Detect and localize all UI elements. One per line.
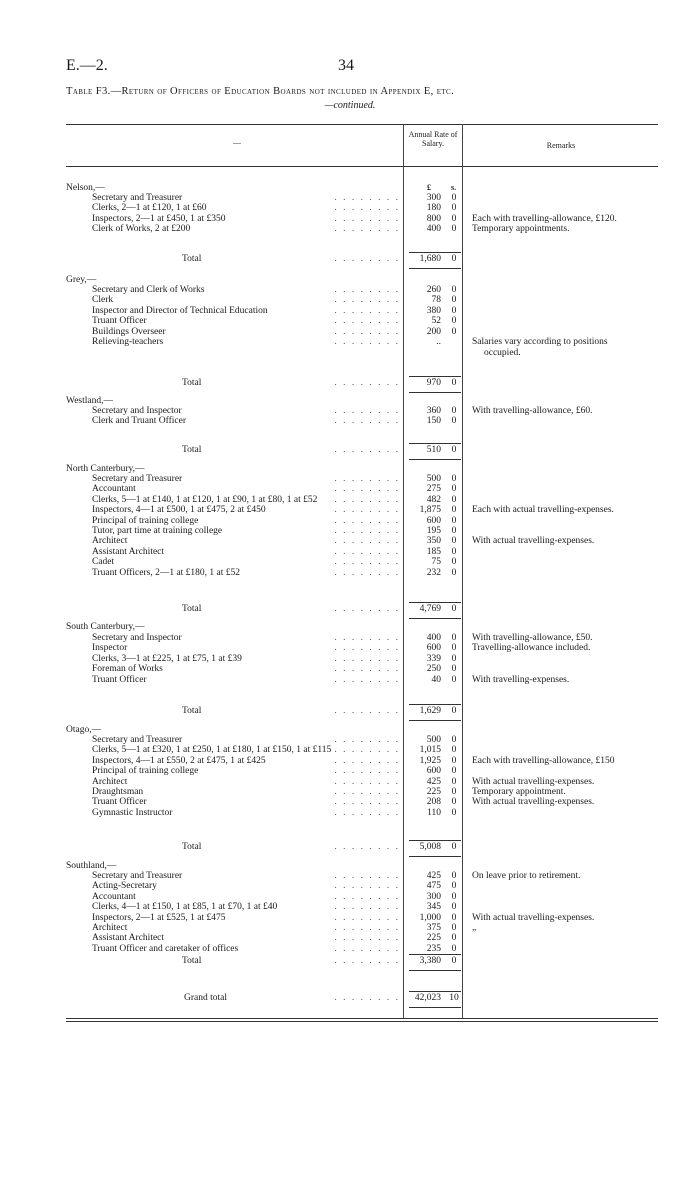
salary-pounds: 600 [426, 766, 441, 777]
row-remark: With travelling-allowance, £50. [472, 633, 593, 643]
shilling-unit: s. [451, 183, 457, 192]
salary-pounds: 1,925 [419, 755, 441, 766]
row-remark: With travelling-allowance, £60. [472, 406, 593, 416]
leader-dots: . . . . . . . . [334, 474, 400, 484]
salary-pounds: 180 [426, 203, 441, 214]
leader-dots: . . . . . . . . [334, 316, 400, 327]
salary-shillings: 0 [451, 515, 457, 526]
salary-shillings: 0 [451, 912, 457, 923]
salary-shillings: 0 [451, 285, 457, 295]
total-label: Total [182, 378, 202, 388]
salary-shillings: 0 [451, 706, 457, 716]
leader-dots: . . . . . . . . [334, 706, 400, 716]
leader-dots: . . . . . . . . [334, 923, 400, 933]
salary-pounds: 185 [426, 546, 441, 557]
total-row [0, 956, 700, 967]
leader-dots: . . . . . . . . [334, 526, 400, 536]
table-row [0, 944, 700, 955]
total-label: Grand total [184, 993, 228, 1003]
leader-dots: . . . . . . . . [334, 776, 400, 787]
table-row [0, 902, 700, 913]
row-label: Tutor, part time at training college [92, 526, 223, 536]
remarks-column-header: Remarks [546, 141, 576, 150]
salary-shillings: 0 [451, 546, 457, 557]
table-row [0, 495, 700, 506]
total-row [0, 378, 700, 389]
row-remark: With travelling-expenses. [472, 674, 570, 685]
leader-dots: . . . . . . . . [334, 557, 400, 568]
salary-shillings: 0 [451, 505, 457, 516]
leader-dots: . . . . . . . . [334, 203, 400, 214]
salary-pounds: 600 [426, 643, 441, 654]
leader-dots: . . . . . . . . [334, 285, 400, 295]
row-label: Truant Officers, 2—1 at £180, 1 at £52 [92, 567, 241, 578]
leader-dots: . . . . . . . . [334, 505, 400, 516]
salary-shillings: 0 [451, 326, 457, 337]
salary-pounds: 300 [426, 193, 441, 203]
leader-dots: . . . . . . . . [334, 842, 400, 852]
leader-dots: . . . . . . . . [334, 536, 400, 547]
row-label: Secretary and Treasurer [92, 735, 183, 745]
table-row [0, 327, 700, 338]
row-label: Accountant [92, 891, 136, 902]
leader-dots: . . . . . . . . [334, 305, 400, 316]
table-row [0, 474, 700, 485]
table-row [0, 745, 700, 756]
total-row [0, 254, 700, 265]
table-row [0, 923, 700, 934]
leader-dots: . . . . . . . . [334, 735, 400, 745]
table-row [0, 913, 700, 924]
salary-pounds: 150 [426, 416, 441, 427]
row-label: Buildings Overseer [92, 326, 166, 337]
salary-pounds: 510 [426, 445, 441, 455]
row-remark: Temporary appointment. [472, 787, 566, 797]
leader-dots: . . . . . . . . [334, 797, 400, 808]
salary-shillings: 0 [451, 406, 457, 416]
leader-dots: . . . . . . . . [334, 891, 400, 902]
salary-pounds: 360 [426, 406, 441, 416]
leader-dots: . . . . . . . . [334, 406, 400, 416]
row-label: Principal of training college [92, 515, 199, 526]
leader-dots: . . . . . . . . [334, 871, 400, 881]
table-row [0, 664, 700, 675]
leader-dots: . . . . . . . . [334, 643, 400, 654]
row-remark: Each with travelling-allowance, £120. [472, 213, 617, 224]
salary-shillings: 0 [451, 526, 457, 536]
table-row [0, 808, 700, 819]
row-label: Inspector and Director of Technical Education [92, 305, 268, 316]
salary-pounds: 425 [426, 871, 441, 881]
salary-pounds: 250 [426, 664, 441, 675]
table-row [0, 285, 700, 296]
salary-pounds: 400 [426, 633, 441, 643]
leader-dots: . . . . . . . . [334, 633, 400, 643]
salary-shillings: 0 [451, 891, 457, 902]
leader-dots: . . . . . . . . [334, 653, 400, 664]
salary-shillings: 0 [451, 604, 457, 614]
row-remark: Travelling-allowance included. [472, 643, 591, 654]
top-rule [66, 124, 658, 125]
salary-shillings: 0 [451, 536, 457, 547]
salary-pounds: 235 [426, 943, 441, 954]
salary-shillings: 0 [451, 484, 457, 495]
leader-dots: . . . . . . . . [334, 881, 400, 892]
salary-shillings: 0 [451, 755, 457, 766]
salary-shillings: 0 [451, 653, 457, 664]
salary-column-header: Annual Rate of Salary. [408, 130, 458, 148]
row-label: Secretary and Treasurer [92, 474, 183, 484]
leader-dots: . . . . . . . . [334, 484, 400, 495]
salary-shillings: 0 [451, 881, 457, 892]
table-row [0, 416, 700, 427]
salary-shillings: 0 [451, 807, 457, 818]
row-label: Cadet [92, 557, 115, 568]
leader-dots: . . . . . . . . [334, 193, 400, 203]
leader-dots: . . . . . . . . [334, 766, 400, 777]
total-row [0, 604, 700, 615]
row-label: Inspectors, 4—1 at £500, 1 at £475, 2 at £450 [92, 505, 266, 516]
total-row [0, 445, 700, 456]
salary-pounds: 375 [426, 923, 441, 933]
total-label: Total [182, 254, 202, 264]
salary-shillings: 0 [451, 842, 457, 852]
leader-dots: . . . . . . . . [334, 567, 400, 578]
leader-dots: . . . . . . . . [334, 807, 400, 818]
row-label: Assistant Architect [92, 933, 165, 944]
table-row [0, 505, 700, 516]
salary-shillings: 0 [451, 923, 457, 933]
salary-pounds: 208 [426, 797, 441, 808]
salary-shillings: 0 [451, 494, 457, 505]
bottom-rule [66, 1018, 658, 1019]
row-remark-continued: occupied. [484, 348, 521, 358]
row-remark: With actual travelling-expenses. [472, 776, 595, 787]
salary-pounds: 800 [426, 213, 441, 224]
row-label: Accountant [92, 484, 136, 495]
leader-dots: . . . . . . . . [334, 326, 400, 337]
salary-shillings: 0 [451, 316, 457, 327]
row-remark: „ [472, 923, 477, 933]
table-row [0, 337, 700, 358]
salary-shillings: 0 [451, 766, 457, 777]
salary-pounds: 5,008 [419, 842, 441, 852]
grand-total-row [0, 993, 700, 1004]
row-remark: With actual travelling-expenses. [472, 912, 595, 923]
salary-pounds: 42,023 [414, 993, 441, 1003]
table-row [0, 797, 700, 808]
board-name: Southland,— [66, 861, 117, 871]
leader-dots: . . . . . . . . [334, 664, 400, 675]
table-subtitle: —continued. [324, 100, 376, 111]
board-name: South Canterbury,— [66, 622, 145, 632]
leader-dots: . . . . . . . . [334, 515, 400, 526]
salary-shillings: 0 [451, 735, 457, 745]
leader-dots: . . . . . . . . [334, 546, 400, 557]
salary-pounds: .. [436, 337, 441, 347]
table-row [0, 881, 700, 892]
row-label: Relieving-teachers [92, 337, 164, 347]
salary-shillings: 0 [451, 787, 457, 797]
leader-dots: . . . . . . . . [334, 674, 400, 685]
leader-dots: . . . . . . . . [334, 213, 400, 224]
salary-pounds: 1,000 [419, 912, 441, 923]
table-row [0, 536, 700, 547]
board-name: Nelson,— [66, 183, 105, 193]
salary-pounds: 970 [426, 378, 441, 388]
total-label: Total [182, 706, 202, 716]
row-label: Architect [92, 776, 128, 787]
salary-shillings: 0 [451, 943, 457, 954]
leader-dots: . . . . . . . . [334, 295, 400, 306]
salary-shillings: 0 [451, 745, 457, 756]
row-label: Truant Officer [92, 797, 147, 808]
table-row [0, 526, 700, 537]
salary-shillings: 0 [451, 797, 457, 808]
leader-dots: . . . . . . . . [334, 755, 400, 766]
row-remark: Each with travelling-allowance, £150 [472, 755, 615, 766]
table-row [0, 633, 700, 644]
table-row [0, 203, 700, 214]
row-label: Clerks, 4—1 at £150, 1 at £85, 1 at £70, 1 at £40 [92, 902, 278, 913]
salary-pounds: 110 [427, 807, 441, 818]
leader-dots: . . . . . . . . [334, 956, 400, 966]
row-remark: On leave prior to retirement. [472, 871, 581, 881]
total-label: Total [182, 445, 202, 455]
table-row [0, 777, 700, 788]
table-row [0, 557, 700, 568]
row-label: Clerk [92, 295, 114, 306]
row-label: Clerks, 2—1 at £120, 1 at £60 [92, 203, 207, 214]
leader-dots: . . . . . . . . [334, 416, 400, 427]
salary-pounds: 500 [426, 474, 441, 484]
row-label: Architect [92, 923, 128, 933]
salary-shillings: 0 [451, 776, 457, 787]
leader-dots: . . . . . . . . [334, 933, 400, 944]
salary-pounds: 1,680 [419, 254, 441, 264]
salary-shillings: 0 [451, 871, 457, 881]
row-label: Secretary and Inspector [92, 633, 182, 643]
leader-dots: . . . . . . . . [334, 902, 400, 913]
row-label: Inspectors, 4—1 at £550, 2 at £475, 1 at £425 [92, 755, 266, 766]
salary-shillings: 0 [451, 193, 457, 203]
table-row [0, 643, 700, 654]
row-remark: Salaries vary according to positions [472, 337, 608, 347]
salary-shillings: 0 [451, 305, 457, 316]
salary-pounds: 40 [431, 674, 441, 685]
row-label: Truant Officer [92, 316, 147, 327]
bottom-rule-2 [66, 1021, 658, 1022]
table-row [0, 735, 700, 746]
salary-shillings: 0 [451, 213, 457, 224]
salary-shillings: 0 [451, 902, 457, 913]
row-label: Clerk and Truant Officer [92, 416, 187, 427]
row-remark: With actual travelling-expenses. [472, 797, 595, 808]
salary-pounds: 260 [426, 285, 441, 295]
leader-dots: . . . . . . . . [334, 745, 400, 756]
total-label: Total [182, 604, 202, 614]
row-label: Clerk of Works, 2 at £200 [92, 224, 191, 235]
salary-pounds: 4,769 [419, 604, 441, 614]
row-remark: With actual travelling-expenses. [472, 536, 595, 547]
row-label: Secretary and Treasurer [92, 193, 183, 203]
salary-pounds: 200 [426, 326, 441, 337]
row-label: Clerks, 5—1 at £140, 1 at £120, 1 at £90, 1 at £80, 1 at £52 [92, 494, 318, 505]
leader-dots: . . . . . . . . [334, 378, 400, 388]
table-row [0, 224, 700, 235]
salary-shillings: 0 [451, 474, 457, 484]
salary-pounds: 1,875 [419, 505, 441, 516]
salary-pounds: 300 [426, 891, 441, 902]
salary-shillings: 0 [451, 674, 457, 685]
table-row [0, 766, 700, 777]
salary-pounds: 225 [426, 787, 441, 797]
table-row [0, 516, 700, 527]
total-row [0, 706, 700, 717]
row-label: Clerks, 3—1 at £225, 1 at £75, 1 at £39 [92, 653, 242, 664]
salary-pounds: 380 [426, 305, 441, 316]
total-label: Total [182, 956, 202, 966]
row-label: Truant Officer [92, 674, 147, 685]
board-name: North Canterbury,— [66, 464, 145, 474]
salary-pounds: 345 [426, 902, 441, 913]
row-label: Draughtsman [92, 787, 144, 797]
salary-pounds: 232 [426, 567, 441, 578]
table-row [0, 484, 700, 495]
salary-shillings: 0 [451, 557, 457, 568]
row-label: Clerks, 5—1 at £320, 1 at £250, 1 at £180, 1 at £150, 1 at £115 [92, 745, 332, 756]
leader-dots: . . . . . . . . [334, 494, 400, 505]
row-label: Secretary and Clerk of Works [92, 285, 205, 295]
total-row [0, 842, 700, 853]
salary-pounds: 78 [431, 295, 441, 306]
row-remark: Temporary appointments. [472, 224, 570, 235]
page-number: 34 [338, 57, 354, 74]
row-remark: Each with actual travelling-expenses. [472, 505, 614, 516]
table-row [0, 568, 700, 579]
salary-shillings: 0 [451, 933, 457, 944]
row-label: Gymnastic Instructor [92, 807, 173, 818]
salary-shillings: 0 [451, 664, 457, 675]
leader-dots: . . . . . . . . [334, 943, 400, 954]
salary-pounds: 500 [426, 735, 441, 745]
salary-shillings: 0 [451, 378, 457, 388]
table-row [0, 547, 700, 558]
leader-dots: . . . . . . . . [334, 445, 400, 455]
salary-shillings: 0 [451, 295, 457, 306]
board-name: Westland,— [66, 396, 113, 406]
table-row [0, 892, 700, 903]
salary-pounds: 1,629 [419, 706, 441, 716]
salary-pounds: 52 [431, 316, 441, 327]
leader-dots: . . . . . . . . [334, 604, 400, 614]
salary-shillings: 0 [451, 567, 457, 578]
salary-shillings: 10 [449, 993, 459, 1003]
row-label: Truant Officer and caretaker of offices [92, 943, 239, 954]
salary-shillings: 0 [451, 633, 457, 643]
row-label: Foreman of Works [92, 664, 163, 675]
salary-pounds: 350 [426, 536, 441, 547]
row-label: Acting-Secretary [92, 881, 157, 892]
table-row [0, 871, 700, 882]
leader-dots: . . . . . . . . [334, 912, 400, 923]
row-label: Inspector [92, 643, 128, 654]
salary-pounds: 400 [426, 224, 441, 235]
page-ref: E.—2. [66, 57, 108, 74]
salary-shillings: 0 [451, 445, 457, 455]
row-label: Principal of training college [92, 766, 199, 777]
salary-shillings: 0 [451, 254, 457, 264]
leader-dots: . . . . . . . . [334, 993, 400, 1003]
row-label: Secretary and Inspector [92, 406, 182, 416]
salary-pounds: 600 [426, 515, 441, 526]
salary-pounds: 475 [426, 881, 441, 892]
salary-shillings: 0 [451, 956, 457, 966]
salary-pounds: 225 [426, 933, 441, 944]
salary-pounds: 275 [426, 484, 441, 495]
leader-dots: . . . . . . . . [334, 787, 400, 797]
header-rule [66, 166, 658, 167]
salary-pounds: 75 [431, 557, 441, 568]
description-column-header: — [233, 138, 241, 147]
row-label: Secretary and Treasurer [92, 871, 183, 881]
table-row [0, 316, 700, 327]
salary-pounds: 195 [426, 526, 441, 536]
row-label: Architect [92, 536, 128, 547]
salary-pounds: 482 [426, 494, 441, 505]
table-title: Table F3.—Return of Officers of Education Boards not included in Appendix E, etc. [66, 86, 455, 97]
table-row [0, 193, 700, 204]
salary-shillings: 0 [451, 224, 457, 235]
leader-dots: . . . . . . . . [334, 254, 400, 264]
salary-pounds: 339 [426, 653, 441, 664]
leader-dots: . . . . . . . . [334, 224, 400, 235]
table-row [0, 295, 700, 306]
row-label: Inspectors, 2—1 at £450, 1 at £350 [92, 213, 226, 224]
total-label: Total [182, 842, 202, 852]
board-name: Grey,— [66, 275, 97, 285]
salary-pounds: 1,015 [419, 745, 441, 756]
salary-pounds: 3,380 [419, 956, 441, 966]
table-row [0, 933, 700, 944]
board-name: Otago,— [66, 725, 102, 735]
salary-shillings: 0 [451, 203, 457, 214]
salary-pounds: 425 [426, 776, 441, 787]
pound-unit: £ [427, 183, 431, 192]
salary-shillings: 0 [451, 416, 457, 427]
row-label: Assistant Architect [92, 546, 165, 557]
leader-dots: . . . . . . . . [334, 337, 400, 347]
salary-shillings: 0 [451, 643, 457, 654]
table-row [0, 675, 700, 686]
row-label: Inspectors, 2—1 at £525, 1 at £475 [92, 912, 226, 923]
